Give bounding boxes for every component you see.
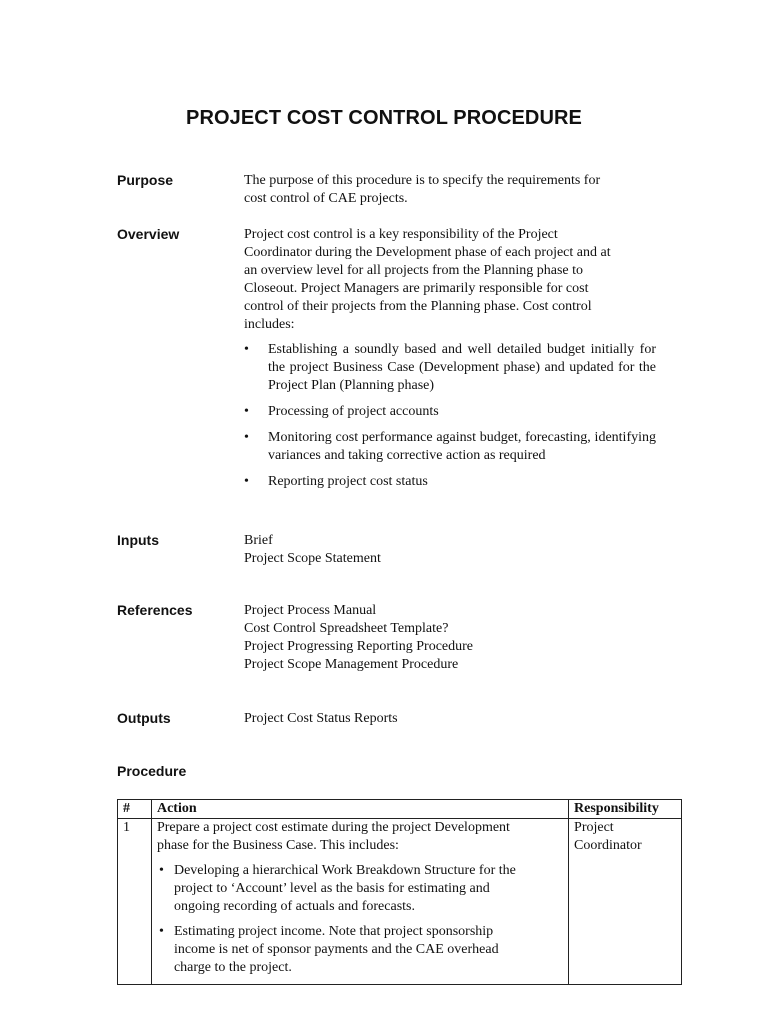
purpose-line: cost control of CAE projects. (244, 191, 408, 206)
table-header-row (118, 800, 682, 819)
action-line: Prepare a project cost estimate during the project Development (156, 820, 510, 835)
overview-line: an overview level for all projects from the Planning phase to (244, 263, 584, 278)
action-bullet-line: • Estimating project income. Note that project sponsorship (173, 924, 494, 939)
action-line: phase for the Business Case. This includes: (156, 838, 399, 853)
action-bullet-line: income is net of sponsor payments and the CAE overhead (173, 942, 499, 957)
overview-section (117, 226, 657, 499)
row-responsibility (569, 819, 682, 985)
input-item: Brief (244, 533, 273, 548)
overview-label: Overview (117, 226, 180, 242)
purpose-text (244, 172, 656, 208)
action-bullet-line: charge to the project. (173, 960, 292, 975)
outputs-section (117, 710, 657, 728)
purpose-line: The purpose of this procedure is to specify the requirements for (244, 173, 601, 188)
overview-line: Coordinator during the Development phase of each project and at (244, 245, 611, 260)
reference-item: Project Process Manual (244, 603, 377, 618)
reference-item: Project Progressing Reporting Procedure (244, 639, 474, 654)
header-responsibility: Responsibility (569, 800, 682, 819)
overview-line: Closeout. Project Managers are primarily responsible for cost (244, 281, 589, 296)
action-bullet-list (157, 862, 563, 977)
outputs-label: Outputs (117, 710, 171, 726)
reference-item: Project Scope Management Procedure (244, 657, 459, 672)
inputs-list (244, 532, 656, 568)
row-action (151, 819, 568, 985)
references-list (244, 602, 656, 674)
outputs-list (244, 710, 656, 728)
purpose-section (117, 172, 657, 208)
overview-line: Project cost control is a key responsibility of the Project (244, 227, 558, 242)
overview-bullet: • Establishing a soundly based and well detailed budget initially for the project Business Case (Development phase) and updated for the Project Plan (Planning phase) (244, 341, 656, 395)
procedure-table (117, 799, 682, 985)
overview-bullet-list (244, 341, 656, 491)
responsibility-line: Coordinator (574, 838, 642, 853)
responsibility-line: Project (574, 820, 614, 835)
overview-line: includes: (244, 317, 295, 332)
references-label: References (117, 602, 193, 618)
inputs-label: Inputs (117, 532, 159, 548)
reference-item: Cost Control Spreadsheet Template? (244, 621, 449, 636)
header-action: Action (151, 800, 568, 819)
overview-bullet: • Processing of project accounts (244, 403, 656, 421)
overview-line: control of their projects from the Planning phase. Cost control (244, 299, 592, 314)
row-number: 1 (118, 819, 152, 985)
action-bullet-line: ongoing recording of actuals and forecasts. (173, 899, 415, 914)
input-item: Project Scope Statement (244, 551, 381, 566)
inputs-section (117, 532, 657, 568)
overview-bullet: • Reporting project cost status (244, 473, 656, 491)
action-bullet (157, 923, 563, 977)
references-section (117, 602, 657, 674)
document-title: PROJECT COST CONTROL PROCEDURE (186, 107, 582, 129)
output-item: Project Cost Status Reports (244, 711, 398, 726)
overview-text (244, 226, 656, 491)
table-row (118, 819, 682, 985)
action-bullet-line: • Developing a hierarchical Work Breakdown Structure for the (173, 863, 516, 878)
header-number: # (118, 800, 152, 819)
action-bullet-line: project to ‘Account’ level as the basis for estimating and (173, 881, 490, 896)
procedure-heading: Procedure (117, 763, 187, 779)
purpose-label: Purpose (117, 172, 174, 188)
action-bullet (157, 862, 563, 916)
overview-bullet: • Monitoring cost performance against budget, forecasting, identifying variances and taking corrective action as required (244, 429, 656, 465)
